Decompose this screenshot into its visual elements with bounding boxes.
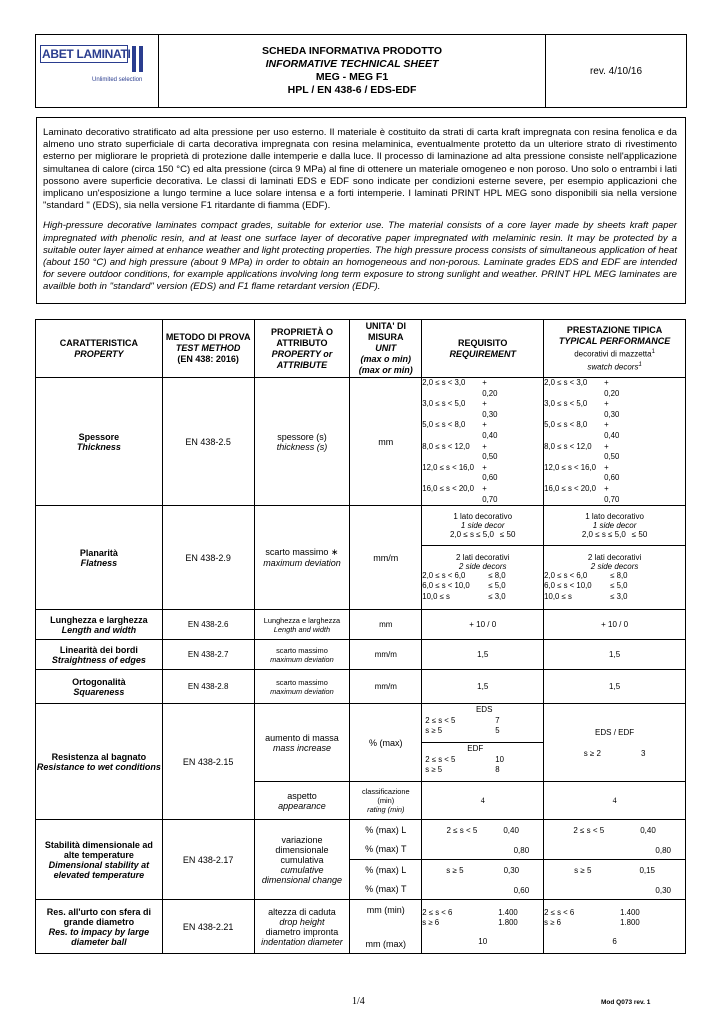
prop-en-2: elevated temperature bbox=[53, 869, 145, 880]
prop-it: Ortogonalità bbox=[72, 676, 126, 687]
range-cell: 5,0 ≤ s < 8,0 bbox=[544, 420, 588, 430]
perf-flatness-two bbox=[544, 546, 686, 610]
col-unit-1: UNITA' DI bbox=[365, 321, 407, 331]
req-flat2-grid bbox=[422, 571, 543, 603]
range: 2 ≤ s < 5 bbox=[573, 826, 605, 836]
perf-impact bbox=[544, 900, 686, 954]
method-wet: EN 438-2.15 bbox=[162, 704, 254, 820]
perf-squareness: 1,5 bbox=[544, 670, 686, 704]
prop-en: Straightness of edges bbox=[51, 654, 146, 665]
range-cell: 2,0 ≤ s < 3,0 bbox=[544, 378, 588, 387]
attr-it: scarto massimo ∗ bbox=[265, 547, 339, 558]
attr-it: aumento di massa bbox=[265, 732, 339, 743]
col-unit bbox=[350, 320, 422, 378]
prop-dimstab bbox=[36, 820, 163, 900]
unit-thickness: mm bbox=[350, 378, 422, 506]
intro-english: High-pressure decorative laminates compact grades, suitable for exterior use. The material consists of a core layer made by sheets kraft paper impregnated with phenolic resin, and at least one surface layer of decorative paper impregnated with melaminic resin. It may be protected by a suitable outer layer aimed at enhance weather and light protecting properties. The high pressure process consists of simultaneous application of heat (about 150 °C) and high pressure (about 9 MPa) in order to obtain an homogeneous and non-porous. Laminate grades EDS and EDF are intended for severe outdoor conditions, for example applications involving long term exposure to strong sunlight and weather. PRINT HPL MEG laminates are availble both in "standard" version (EDS) and F1 flame retardant version (EDF). bbox=[43, 220, 677, 293]
attr-length bbox=[254, 610, 350, 640]
range-cell: 2 ≤ s < 5 bbox=[425, 715, 456, 725]
attr-it: spessore (s) bbox=[277, 431, 327, 442]
req-thickness-grid bbox=[422, 378, 543, 505]
range-cell: s ≥ 6 bbox=[544, 918, 562, 928]
method-impact: EN 438-2.21 bbox=[162, 900, 254, 954]
footnote-mark: 1 bbox=[651, 348, 655, 355]
prop-en-1: Res. to impacy by large bbox=[48, 926, 150, 937]
range-cell: 12,0 ≤ s < 16,0 bbox=[422, 462, 474, 472]
attr-impact bbox=[254, 900, 350, 954]
value: 0,40 bbox=[503, 826, 519, 836]
page-number: 1/4 bbox=[352, 996, 365, 1007]
range: s ≥ 2 bbox=[583, 748, 601, 758]
req-thickness bbox=[422, 378, 544, 506]
range-cell: 3,0 ≤ s < 5,0 bbox=[422, 399, 466, 409]
value-cell: + 0,20 bbox=[604, 378, 620, 398]
value-cell: + 0,70 bbox=[604, 483, 620, 504]
range-cell: s ≥ 5 bbox=[425, 726, 443, 736]
one-side-en: 1 side decor bbox=[460, 521, 505, 531]
value-cell: ≤ 8,0 bbox=[488, 570, 506, 580]
one-side-en: 1 side decor bbox=[592, 521, 637, 531]
col-unit-5: (max or min) bbox=[358, 365, 413, 375]
value-cell: 1.400 bbox=[498, 907, 518, 917]
col-req-en: REQUIREMENT bbox=[449, 348, 516, 359]
attr-flatness bbox=[254, 506, 350, 610]
logo-cell bbox=[36, 35, 159, 108]
value: ≤ 50 bbox=[499, 530, 516, 540]
value: ≤ 50 bbox=[631, 530, 648, 540]
range-cell: 16,0 ≤ s < 20,0 bbox=[422, 483, 474, 493]
one-side-it: 1 lato decorativo bbox=[453, 512, 513, 522]
range-cell: 6,0 ≤ s < 10,0 bbox=[544, 581, 592, 591]
title-line-3: MEG - MEG F1 bbox=[315, 71, 389, 83]
range-cell: 2,0 ≤ s < 3,0 bbox=[422, 378, 466, 387]
eds-grid bbox=[425, 716, 543, 737]
title-line-2: INFORMATIVE TECHNICAL SHEET bbox=[265, 58, 439, 70]
unit-edges: mm/m bbox=[350, 640, 422, 670]
properties-table bbox=[35, 319, 686, 954]
unit-min: mm (min) bbox=[366, 904, 405, 915]
perf-wet-mass bbox=[544, 704, 686, 782]
col-perf-note-en-wrap bbox=[544, 360, 685, 373]
value-cell: 1.800 bbox=[498, 918, 518, 928]
unit-c: rating (min) bbox=[367, 805, 405, 815]
unit-squareness: mm/m bbox=[350, 670, 422, 704]
prop-squareness bbox=[36, 670, 163, 704]
range-cell: 8,0 ≤ s < 12,0 bbox=[422, 441, 470, 451]
module-code: Mod Q073 rev. 1 bbox=[601, 999, 651, 1006]
table-row-length bbox=[36, 610, 686, 640]
attr-2: dimensionale bbox=[275, 844, 329, 855]
range: 2 ≤ s < 5 bbox=[446, 826, 478, 836]
col-perf-note bbox=[544, 347, 685, 360]
prop-length bbox=[36, 610, 163, 640]
req-impact bbox=[422, 900, 544, 954]
prop-impact bbox=[36, 900, 163, 954]
unit-dimstab-2: % (max) T bbox=[350, 840, 422, 860]
table-row-squareness bbox=[36, 670, 686, 704]
range-cell: 6,0 ≤ s < 10,0 bbox=[422, 581, 470, 591]
prop-en: Squareness bbox=[73, 686, 125, 697]
col-method-std: (EN 438: 2016) bbox=[177, 354, 239, 364]
unit-max: mm (max) bbox=[365, 938, 407, 949]
method-flatness: EN 438-2.9 bbox=[162, 506, 254, 610]
attr-dimstab bbox=[254, 820, 350, 900]
attr-en: maximum deviation bbox=[263, 558, 341, 569]
col-property-en: PROPERTY bbox=[74, 348, 124, 359]
revision: rev. 4/10/16 bbox=[546, 35, 687, 108]
perf-edges: 1,5 bbox=[544, 640, 686, 670]
value-t: 0,80 bbox=[655, 846, 671, 856]
attr-it: aspetto bbox=[287, 790, 317, 801]
col-perf-it: PRESTAZIONE TIPICA bbox=[566, 324, 663, 335]
prop-thickness bbox=[36, 378, 163, 506]
eds-block bbox=[422, 704, 543, 743]
attr-en: thickness (s) bbox=[276, 441, 328, 452]
method-squareness: EN 438-2.8 bbox=[162, 670, 254, 704]
prop-en: Resistance to wet conditions bbox=[36, 761, 161, 772]
unit-length: mm bbox=[350, 610, 422, 640]
col-unit-3: UNIT bbox=[375, 343, 397, 353]
req-edges: 1,5 bbox=[422, 640, 544, 670]
col-req-it: REQUISITO bbox=[458, 337, 508, 348]
intro-italian: Laminato decorativo stratificato ad alta pressione per uso esterno. Il materiale è costituito da strati di carta kraft impregnata con resina fenolica e da almeno uno strato superficiale di carta decorativa impregnata con resina melaminica, eventualmente protetto da un ulteriore strato di rivestimento esterno per migliorare le proprietà di protezione dalle intemperie e dalla luce. Il processo di laminazione ad alta pressione consiste nell'applicazione simultanea di calore (circa 150 °C) ed alta pressione (circa 9 MPa) al fine di ottenere un materiale omogeneo e non poroso. Uno solo o entrambi i lati possono avere superficie decorativa. Le classi di laminati EDS e EDF sono indicate per condizioni esterne severe, per esempio applicazioni che implicano un'esposizione a lungo termine a luce solare intensa e a forti intemperie. I laminati PRINT HPL MEG sono disponibili sia nella versione "standard " (EDS), sia nella versione F1 ritardante di fiamma (EDF). bbox=[43, 127, 677, 212]
value-cell: + 0,40 bbox=[604, 420, 620, 440]
method-length: EN 438-2.6 bbox=[162, 610, 254, 640]
perf-thickness-grid bbox=[544, 378, 685, 505]
table-row-dimstab bbox=[36, 820, 686, 840]
range-cell: 16,0 ≤ s < 20,0 bbox=[544, 483, 596, 493]
prop-en-1: Dimensional stability at bbox=[48, 859, 150, 870]
value-t: 0,30 bbox=[655, 886, 671, 896]
col-unit-2: MISURA bbox=[368, 332, 404, 342]
prop-flatness bbox=[36, 506, 163, 610]
table-row-flatness bbox=[36, 506, 686, 546]
value-cell: 8 bbox=[495, 765, 500, 775]
req-squareness: 1,5 bbox=[422, 670, 544, 704]
attr-it: scarto massimo bbox=[276, 677, 328, 687]
attr-en: maximum deviation bbox=[270, 654, 334, 664]
prop-it: Spessore bbox=[78, 431, 120, 442]
logo-wordmark: ABET LAMINATI bbox=[42, 47, 131, 61]
perf-flat2-grid bbox=[544, 571, 685, 603]
col-attr-2: ATTRIBUTO bbox=[276, 337, 328, 348]
prop-it: Linearità dei bordi bbox=[59, 644, 138, 655]
prop-it: Resistenza al bagnato bbox=[51, 751, 147, 762]
col-perf-en: TYPICAL PERFORMANCE bbox=[558, 335, 671, 346]
attr-thickness bbox=[254, 378, 350, 506]
eds-label: EDS bbox=[475, 705, 493, 715]
header-table bbox=[35, 34, 687, 108]
range: 2,0 ≤ s ≤ 5,0 bbox=[581, 530, 626, 540]
value-t: 0,80 bbox=[513, 846, 530, 856]
attr-wet-appearance bbox=[254, 782, 350, 820]
value-cell: ≤ 8,0 bbox=[610, 570, 628, 580]
table-row-impact bbox=[36, 900, 686, 954]
range-cell: 5,0 ≤ s < 8,0 bbox=[422, 420, 466, 430]
prop-edges bbox=[36, 640, 163, 670]
unit-dimstab-1: % (max) L bbox=[350, 820, 422, 840]
unit-dimstab-4: % (max) T bbox=[350, 880, 422, 900]
col-attr-4: ATTRIBUTE bbox=[276, 359, 328, 370]
attr-2: diametro impronta bbox=[265, 926, 339, 937]
req-flatness-two bbox=[422, 546, 544, 610]
req-length: + 10 / 0 bbox=[422, 610, 544, 640]
perf-flatness-one bbox=[544, 506, 686, 546]
value-cell: + 0,40 bbox=[482, 420, 498, 440]
two-side-en: 2 side decors bbox=[458, 561, 507, 571]
table-header-row bbox=[36, 320, 686, 378]
prop-en-2: diameter ball bbox=[71, 936, 127, 947]
range-cell: 8,0 ≤ s < 12,0 bbox=[544, 441, 592, 451]
two-side-it: 2 lati decorativi bbox=[456, 552, 510, 562]
attr-it: scarto massimo bbox=[276, 645, 328, 655]
prop-it: Planarità bbox=[79, 547, 118, 558]
value-cell: 7 bbox=[495, 715, 500, 725]
attr-1: variazione bbox=[281, 834, 323, 845]
req-impact-grid bbox=[422, 908, 543, 929]
value-cell: 1.800 bbox=[620, 918, 640, 928]
range-cell: 2 ≤ s < 6 bbox=[422, 907, 453, 917]
perf-dimstab-2 bbox=[544, 860, 686, 900]
attr-1: altezza di caduta bbox=[268, 906, 336, 917]
range-cell: 10,0 ≤ s bbox=[422, 591, 450, 601]
method-dimstab: EN 438-2.17 bbox=[162, 820, 254, 900]
table-row-wet bbox=[36, 704, 686, 782]
perf-wet-appearance: 4 bbox=[544, 782, 686, 820]
attr-en-1: cumulative bbox=[280, 864, 324, 875]
value: 0,30 bbox=[503, 866, 520, 876]
value: 0,15 bbox=[639, 866, 656, 876]
value-max: 10 bbox=[478, 936, 488, 946]
footnote-mark-2: 1 bbox=[638, 361, 642, 368]
value-cell: + 0,60 bbox=[482, 462, 498, 483]
range: 2,0 ≤ s ≤ 5,0 bbox=[449, 530, 494, 540]
prop-it-1: Stabilità dimensionale ad bbox=[44, 839, 153, 850]
unit-wet-appearance bbox=[350, 782, 422, 820]
value-cell: ≤ 5,0 bbox=[610, 581, 628, 591]
col-perf-note-en: swatch decors bbox=[587, 362, 639, 372]
value-cell: + 0,50 bbox=[482, 441, 498, 462]
value-cell: ≤ 5,0 bbox=[488, 581, 506, 591]
edf-label: EDF bbox=[467, 744, 484, 754]
unit-wet-mass: % (max) bbox=[350, 704, 422, 782]
range-cell: 2,0 ≤ s < 6,0 bbox=[422, 570, 466, 580]
range-cell: 3,0 ≤ s < 5,0 bbox=[544, 399, 588, 409]
value-cell: ≤ 3,0 bbox=[610, 591, 628, 601]
document-title bbox=[159, 35, 546, 108]
range-cell: 2 ≤ s < 5 bbox=[425, 754, 456, 764]
value-max: 6 bbox=[612, 936, 617, 946]
attr-it: Lunghezza e larghezza bbox=[263, 615, 341, 625]
value-cell: + 0,30 bbox=[604, 399, 620, 419]
title-line-4: HPL / EN 438-6 / EDS-EDF bbox=[287, 84, 417, 96]
col-perf-note-it: decorativi di mazzetta bbox=[574, 349, 652, 359]
col-property-it: CARATTERISTICA bbox=[59, 337, 139, 348]
logo-bars-icon bbox=[132, 46, 146, 77]
perf-length: + 10 / 0 bbox=[544, 610, 686, 640]
method-edges: EN 438-2.7 bbox=[162, 640, 254, 670]
req-dimstab-2 bbox=[422, 860, 544, 900]
prop-wet bbox=[36, 704, 163, 820]
prop-en: Thickness bbox=[76, 441, 121, 452]
prop-it-2: alte temperature bbox=[63, 849, 134, 860]
attr-en: mass increase bbox=[272, 742, 331, 753]
col-performance bbox=[544, 320, 686, 378]
value-cell: ≤ 3,0 bbox=[488, 591, 506, 601]
unit-b: (min) bbox=[377, 796, 395, 806]
attr-edges bbox=[254, 640, 350, 670]
value: 0,40 bbox=[640, 826, 656, 836]
col-attr-3: PROPERTY or bbox=[271, 348, 333, 359]
intro-box bbox=[36, 117, 686, 304]
value-cell: + 0,70 bbox=[482, 483, 498, 504]
value-cell: 1.400 bbox=[620, 907, 640, 917]
range-cell: 2,0 ≤ s < 6,0 bbox=[544, 570, 588, 580]
attr-squareness bbox=[254, 670, 350, 704]
attr-en: appearance bbox=[278, 800, 326, 811]
value-cell: + 0,20 bbox=[482, 378, 498, 398]
range: s ≥ 5 bbox=[446, 866, 464, 876]
unit-flatness: mm/m bbox=[350, 506, 422, 610]
unit-impact bbox=[350, 900, 422, 954]
logo-tagline: Unlimited selection bbox=[92, 77, 143, 83]
col-method-it: METODO DI PROVA bbox=[165, 332, 251, 342]
range-cell: 12,0 ≤ s < 16,0 bbox=[544, 462, 596, 472]
edf-block bbox=[422, 743, 543, 781]
table-row-edges bbox=[36, 640, 686, 670]
req-flatness-one bbox=[422, 506, 544, 546]
table-row-thickness bbox=[36, 378, 686, 506]
req-dimstab-1 bbox=[422, 820, 544, 860]
req-wet-appearance: 4 bbox=[422, 782, 544, 820]
edf-grid bbox=[425, 755, 543, 776]
title-line-1: SCHEDA INFORMATIVA PRODOTTO bbox=[261, 45, 443, 57]
attr-en: maximum deviation bbox=[270, 686, 334, 696]
attr-3: cumulativa bbox=[280, 854, 324, 865]
range-cell: 10,0 ≤ s bbox=[544, 591, 572, 601]
perf-dimstab-1 bbox=[544, 820, 686, 860]
attr-en-1: drop height bbox=[279, 916, 325, 927]
col-method bbox=[162, 320, 254, 378]
range-cell: 2 ≤ s < 6 bbox=[544, 907, 575, 917]
attr-wet-mass bbox=[254, 704, 350, 782]
range: s ≥ 5 bbox=[574, 866, 592, 876]
two-side-en: 2 side decors bbox=[590, 561, 639, 571]
value-cell: + 0,50 bbox=[604, 441, 620, 462]
perf-label: EDS / EDF bbox=[595, 727, 635, 737]
value-cell: 10 bbox=[495, 754, 504, 764]
prop-it-2: grande diametro bbox=[63, 916, 135, 927]
req-wet-mass bbox=[422, 704, 544, 782]
prop-it-1: Res. all'urto con sfera di bbox=[46, 906, 151, 917]
two-side-it: 2 lati decorativi bbox=[587, 552, 642, 562]
one-side-it: 1 lato decorativo bbox=[585, 512, 644, 522]
range-cell: s ≥ 5 bbox=[425, 765, 443, 775]
col-attribute bbox=[254, 320, 350, 378]
col-requirement bbox=[422, 320, 544, 378]
method-thickness: EN 438-2.5 bbox=[162, 378, 254, 506]
attr-en-2: dimensional change bbox=[261, 874, 342, 885]
unit-a: classificazione bbox=[361, 787, 410, 797]
prop-en: Length and width bbox=[61, 624, 137, 635]
col-method-en: TEST METHOD bbox=[175, 343, 241, 353]
value-cell: + 0,30 bbox=[482, 399, 498, 419]
value-cell: 5 bbox=[495, 726, 500, 736]
perf-thickness bbox=[544, 378, 686, 506]
prop-en: Flatness bbox=[80, 557, 118, 568]
value-t: 0,60 bbox=[513, 886, 530, 896]
prop-it: Lunghezza e larghezza bbox=[50, 614, 148, 625]
col-property bbox=[36, 320, 163, 378]
range-cell: s ≥ 6 bbox=[422, 918, 440, 928]
value: 3 bbox=[641, 748, 646, 758]
value-cell: + 0,60 bbox=[604, 462, 620, 483]
attr-en: Length and width bbox=[273, 624, 331, 634]
unit-dimstab-3: % (max) L bbox=[350, 860, 422, 880]
attr-en-2: indentation diameter bbox=[261, 936, 343, 947]
col-attr-1: PROPRIETÀ O bbox=[270, 326, 333, 337]
perf-impact-grid bbox=[544, 908, 685, 929]
col-unit-4: (max o min) bbox=[360, 354, 412, 364]
